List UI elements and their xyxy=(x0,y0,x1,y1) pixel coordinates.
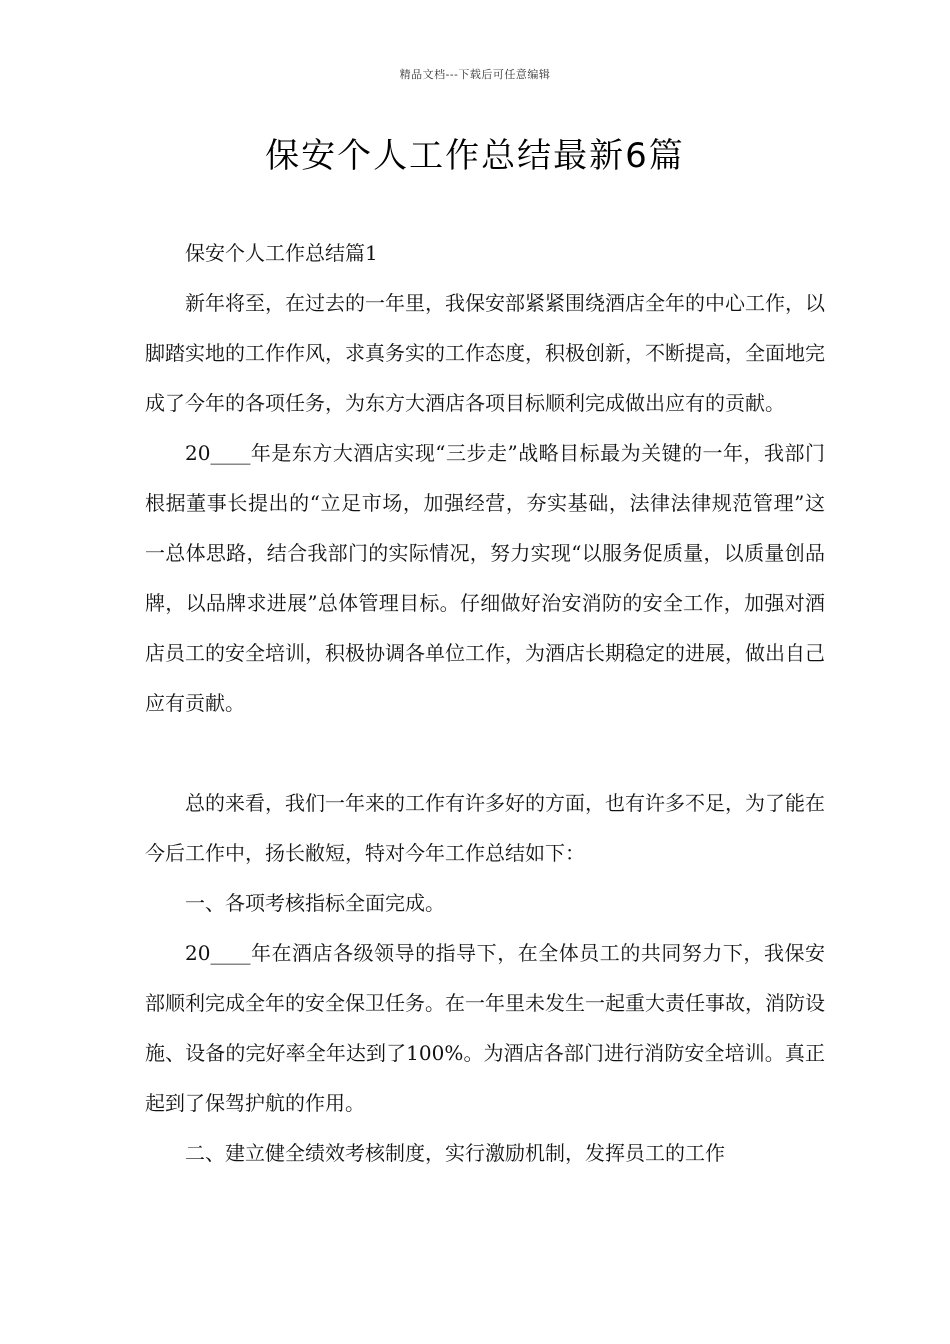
page-header: 精品文档---下载后可任意编辑 xyxy=(399,68,551,81)
subheading-2: 二、建立健全绩效考核制度，实行激励机制，发挥员工的工作 xyxy=(185,1141,725,1165)
paragraph-gap xyxy=(145,728,825,778)
subheading-1: 一、各项考核指标全面完成。 xyxy=(185,891,445,915)
paragraph-achievements: 20____年在酒店各级领导的指导下，在全体员工的共同努力下，我保安部顺利完成全年的安全保卫任务。在一年里未发生一起重大责任事故，消防设施、设备的完好率全年达到了100%。为酒店各部门进行消防安全培训。真正起到了保驾护航的作用。 xyxy=(145,941,825,1115)
section-heading-1: 保安个人工作总结篇1 xyxy=(185,241,378,265)
paragraph-summary: 总的来看，我们一年来的工作有许多好的方面，也有许多不足，为了能在今后工作中，扬长敝短，特对今年工作总结如下： xyxy=(145,791,825,865)
document-title: 保安个人工作总结最新6篇 xyxy=(265,136,685,176)
paragraph-strategy: 20____年是东方大酒店实现“三步走”战略目标最为关键的一年，我部门根据董事长提出的“立足市场，加强经营，夯实基础，法律法律规范管理”这一总体思路，结合我部门的实际情况，努力实现“以服务促质量，以质量创品牌，以品牌求进展”总体管理目标。仔细做好治安消防的安全工作，加强对酒店员工的安全培训，积极协调各单位工作，为酒店长期稳定的进展，做出自己应有贡献。 xyxy=(145,441,825,715)
paragraph-intro: 新年将至，在过去的一年里，我保安部紧紧围绕酒店全年的中心工作，以脚踏实地的工作作风，求真务实的工作态度，积极创新，不断提高，全面地完成了今年的各项任务，为东方大酒店各项目标顺利完成做出应有的贡献。 xyxy=(145,291,825,415)
document-body xyxy=(145,228,825,1178)
